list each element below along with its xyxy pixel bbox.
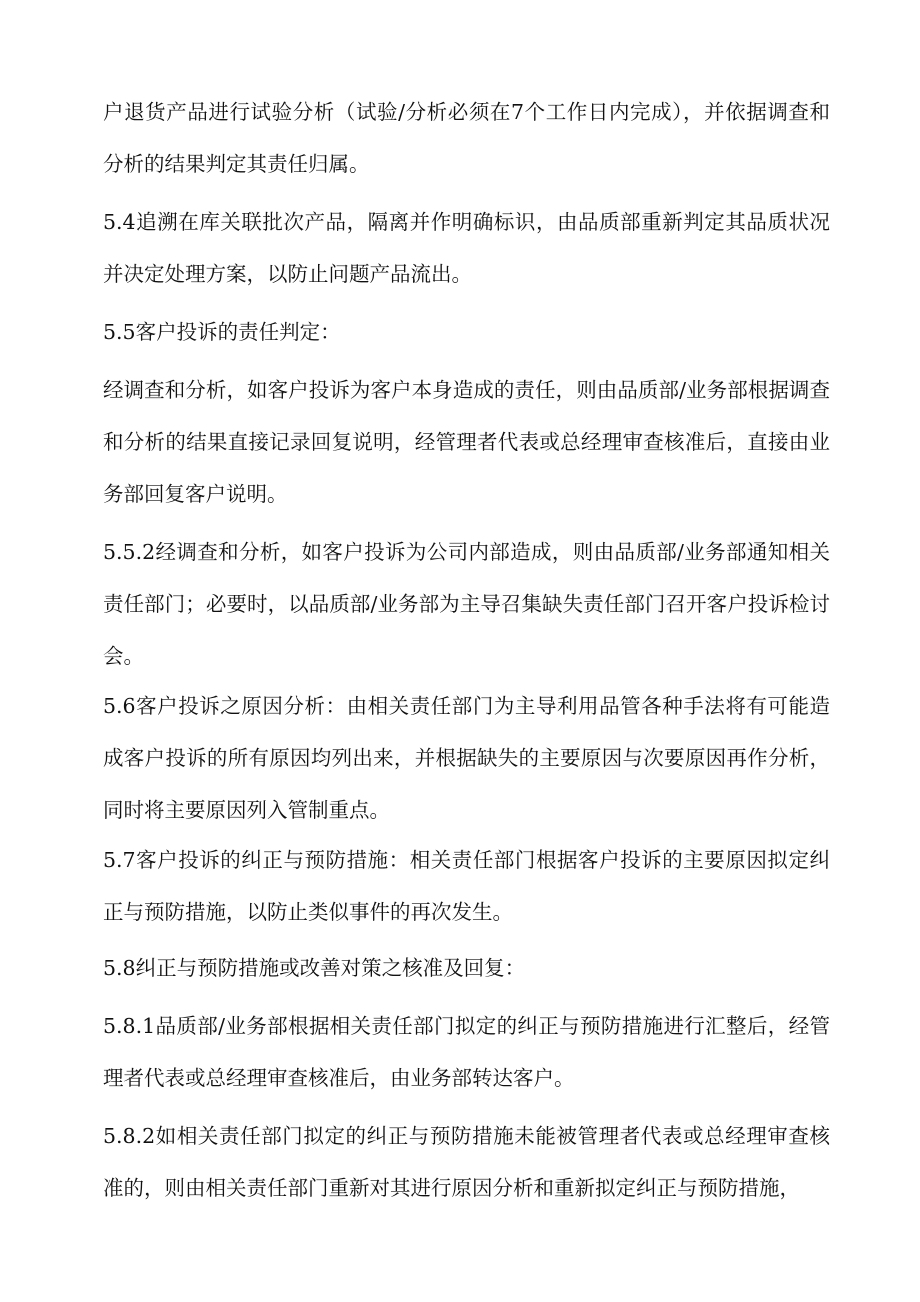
paragraph-5-6: 5.6客户投诉之原因分析：由相关责任部门为主导利用品管各种手法将有可能造成客户投诉的所有原因均列出来，并根据缺失的主要原因与次要原因再作分析，同时将主要原因列入管制重点。 [103,694,830,822]
paragraph-return-analysis: 户退货产品进行试验分析（试验/分析必须在7个工作日内完成），并依据调查和分析的结果判定其责任归属。 [103,100,830,176]
paragraph-5-7: 5.7客户投诉的纠正与预防措施：相关责任部门根据客户投诉的主要原因拟定纠正与预防措施，以防止类似事件的再次发生。 [103,848,830,924]
paragraph-5-8-2: 5.8.2如相关责任部门拟定的纠正与预防措施未能被管理者代表或总经理审查核准的，则由相关责任部门重新对其进行原因分析和重新拟定纠正与预防措施， [103,1124,830,1200]
paragraph-5-5-2: 5.5.2经调查和分析，如客户投诉为公司内部造成，则由品质部/业务部通知相关责任部门；必要时，以品质部/业务部为主导召集缺失责任部门召开客户投诉检讨会。 [103,540,830,668]
paragraph-5-8-heading: 5.8纠正与预防措施或改善对策之核准及回复： [103,956,526,980]
paragraph-5-8-1: 5.8.1品质部/业务部根据相关责任部门拟定的纠正与预防措施进行汇整后，经管理者代表或总经理审查核准后，由业务部转达客户。 [103,1014,830,1090]
paragraph-5-5-heading: 5.5客户投诉的责任判定： [103,320,341,344]
paragraph-5-4: 5.4追溯在库关联批次产品，隔离并作明确标识，由品质部重新判定其品质状况并决定处理方案，以防止问题产品流出。 [103,210,830,286]
paragraph-5-5-1: 经调查和分析，如客户投诉为客户本身造成的责任，则由品质部/业务部根据调查和分析的结果直接记录回复说明，经管理者代表或总经理审查核准后，直接由业务部回复客户说明。 [103,378,830,506]
